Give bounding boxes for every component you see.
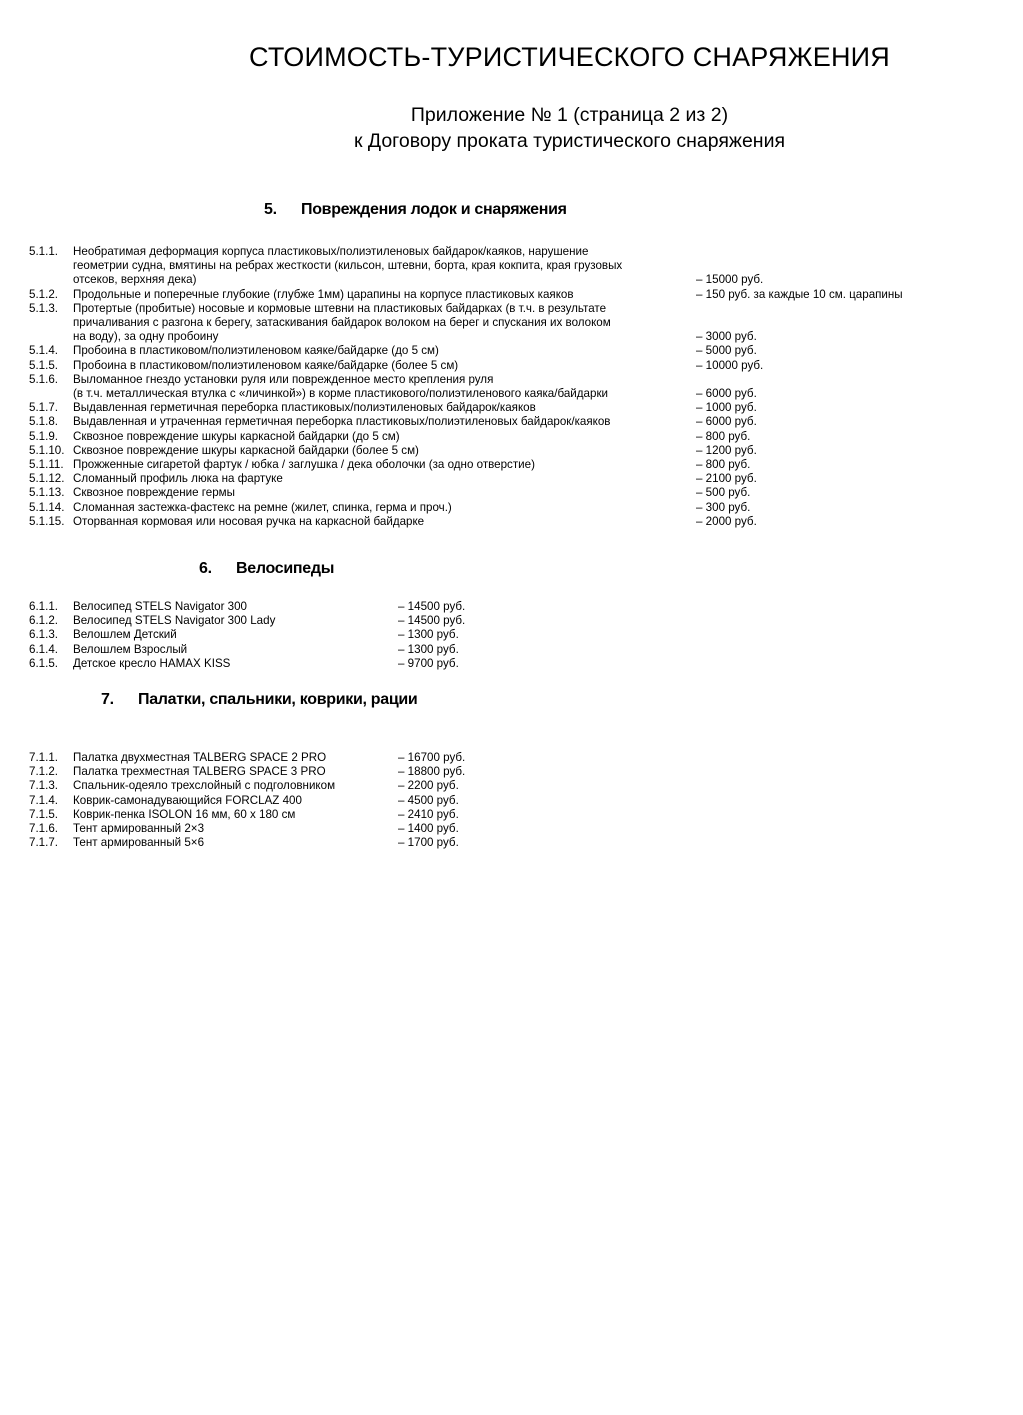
item-price: – 2410 руб.	[398, 807, 459, 821]
item-number: 5.1.4.	[29, 344, 59, 358]
item-text: Необратимая деформация корпуса пластиковых/полиэтиленовых байдарок/каяков, нарушение	[73, 245, 589, 258]
item-text: Продольные и поперечные глубокие (глубже 1мм) царапины на корпусе пластиковых каяков	[73, 287, 574, 301]
item-number: 5.1.14.	[29, 500, 65, 514]
item-number: 7.1.4.	[29, 793, 59, 807]
item-number: 5.1.13.	[29, 486, 65, 500]
item-text: Прожженные сигаретой фартук / юбка / заглушка / дека оболочки (за одно отверстие)	[73, 458, 535, 471]
item-price: – 1300 руб.	[398, 642, 459, 656]
item-price: – 800 руб.	[696, 429, 751, 443]
item-price: – 4500 руб.	[398, 793, 459, 807]
item-number: 6.1.2.	[29, 614, 59, 628]
item-number: 5.1.15.	[29, 514, 65, 528]
item-number: 5.1.7.	[29, 401, 59, 415]
item-text: Детское кресло HAMAX KISS	[73, 656, 231, 670]
item-price: – 2000 руб.	[696, 514, 757, 528]
item-price: – 2100 руб.	[696, 472, 757, 486]
item-text: Выдавленная и утраченная герметичная переборка пластиковых/полиэтиленовых байдарок/каяков	[73, 415, 611, 429]
section-number: 5.	[264, 201, 277, 218]
item-text: Пробоина в пластиковом/полиэтиленовом каяке/байдарке (до 5 см)	[73, 344, 439, 358]
item-text: Выломанное гнездо установки руля или поврежденное место крепления руля	[73, 372, 494, 386]
item-number: 5.1.8.	[29, 415, 59, 429]
item-number: 7.1.3.	[29, 779, 59, 793]
item-number: 7.1.6.	[29, 822, 59, 835]
document-title: СТОИМОСТЬ-ТУРИСТИЧЕСКОГО СНАРЯЖЕНИЯ	[249, 42, 890, 72]
item-text: Пробоина в пластиковом/полиэтиленовом каяке/байдарке (более 5 см)	[73, 358, 459, 372]
item-number: 5.1.9.	[29, 429, 59, 443]
item-price: – 1000 руб.	[696, 401, 757, 415]
item-text: Велошлем Детский	[73, 628, 177, 642]
item-price: – 10000 руб.	[696, 358, 764, 372]
item-price: – 6000 руб.	[696, 415, 757, 429]
item-number: 5.1.10.	[29, 443, 65, 457]
item-number: 5.1.11.	[29, 458, 64, 471]
item-text: Сломанная застежка-фастекс на ремне (жилет, спинка, герма и проч.)	[73, 500, 452, 514]
item-price: – 300 руб.	[696, 500, 751, 514]
item-text: Сквозное повреждение шкуры каркасной байдарки (до 5 см)	[73, 429, 400, 443]
item-text: Выдавленная герметичная переборка пластиковых/полиэтиленовых байдарок/каяков	[73, 401, 536, 415]
item-number: 7.1.2.	[29, 765, 59, 779]
item-text: Тент армированный 2×3	[73, 822, 205, 835]
item-price: – 500 руб.	[696, 486, 751, 500]
section-heading	[264, 201, 567, 219]
item-text: Протертые (пробитые) носовые и кормовые штевни на пластиковых байдарках (в т.ч. в результате	[73, 301, 607, 315]
item-text: на воду), за одну пробоину	[73, 330, 219, 344]
item-text: отсеков, верхняя дека)	[73, 273, 197, 287]
item-number: 5.1.5.	[29, 358, 59, 372]
document-subtitle-line2: к Договору проката туристического снаряжения	[353, 130, 786, 152]
item-number: 6.1.3.	[29, 628, 59, 642]
section-title: Повреждения лодок и снаряжения	[301, 201, 567, 218]
section-title: Велосипеды	[236, 560, 335, 577]
item-number: 7.1.5.	[29, 807, 59, 821]
section-heading	[101, 691, 417, 709]
item-number: 6.1.5.	[29, 656, 59, 670]
item-text: Палатка трехместная TALBERG SPACE 3 PRO	[73, 765, 326, 779]
item-number: 7.1.7.	[29, 836, 59, 850]
item-price: – 18800 руб.	[398, 765, 466, 779]
section-heading	[199, 560, 334, 578]
item-price: – 3000 руб.	[696, 330, 757, 344]
item-number: 5.1.6.	[29, 372, 59, 386]
item-text: Велосипед STELS Navigator 300 Lady	[73, 614, 276, 628]
item-price: – 800 руб.	[696, 458, 751, 471]
section-title: Палатки, спальники, коврики, рации	[138, 691, 418, 708]
item-text: Сквозное повреждение гермы	[73, 486, 235, 500]
item-text: Спальник-одеяло трехслойный с подголовником	[73, 779, 336, 793]
item-number: 5.1.1.	[29, 245, 59, 258]
item-number: 6.1.4.	[29, 642, 59, 656]
item-number: 5.1.3.	[29, 301, 59, 315]
section-number: 6.	[199, 560, 212, 577]
item-text: Сломанный профиль люка на фартуке	[73, 472, 283, 486]
item-text: Оторванная кормовая или носовая ручка на каркасной байдарке	[73, 514, 425, 528]
item-text: Сквозное повреждение шкуры каркасной байдарки (более 5 см)	[73, 443, 419, 457]
item-text: (в т.ч. металлическая втулка с «личинкой») в корме пластикового/полиэтиленового каяка/байдарки	[73, 386, 608, 400]
item-price: – 16700 руб.	[398, 751, 466, 764]
item-price: – 15000 руб.	[696, 273, 764, 287]
item-price: – 6000 руб.	[696, 387, 757, 400]
item-price: – 1400 руб.	[398, 822, 459, 835]
item-price: – 14500 руб.	[398, 614, 466, 628]
item-price: – 1300 руб.	[398, 628, 459, 642]
item-price: – 1700 руб.	[398, 836, 459, 850]
item-text: Тент армированный 5×6	[73, 836, 205, 850]
item-text: Коврик-самонадувающийся FORCLAZ 400	[73, 793, 302, 807]
item-number: 5.1.2.	[29, 287, 59, 301]
document-subtitle-line1: Приложение № 1 (страница 2 из 2)	[410, 104, 729, 126]
item-text: причаливания с разгона к берегу, затаскивания байдарок волоком на берег и спускания их волоком	[73, 315, 611, 329]
item-price: – 1200 руб.	[696, 443, 757, 457]
section-number: 7.	[101, 691, 114, 708]
item-number: 7.1.1.	[29, 751, 59, 764]
item-text: геометрии судна, вмятины на ребрах жесткости (кильсон, штевни, борта, края кокпита, края грузовых	[73, 259, 623, 273]
item-text: Палатка двухместная TALBERG SPACE 2 PRO	[73, 751, 327, 764]
item-price: – 2200 руб.	[398, 779, 459, 793]
item-text: Велошлем Взрослый	[73, 642, 188, 656]
item-number: 6.1.1.	[29, 600, 59, 613]
item-text: Коврик-пенка ISOLON 16 мм, 60 х 180 см	[73, 807, 296, 821]
item-text: Велосипед STELS Navigator 300	[73, 600, 248, 613]
item-price: – 14500 руб.	[398, 600, 466, 613]
item-price: – 150 руб. за каждые 10 см. царапины	[696, 287, 903, 301]
item-price: – 5000 руб.	[696, 344, 757, 358]
item-price: – 9700 руб.	[398, 656, 459, 670]
item-number: 5.1.12.	[29, 472, 65, 486]
